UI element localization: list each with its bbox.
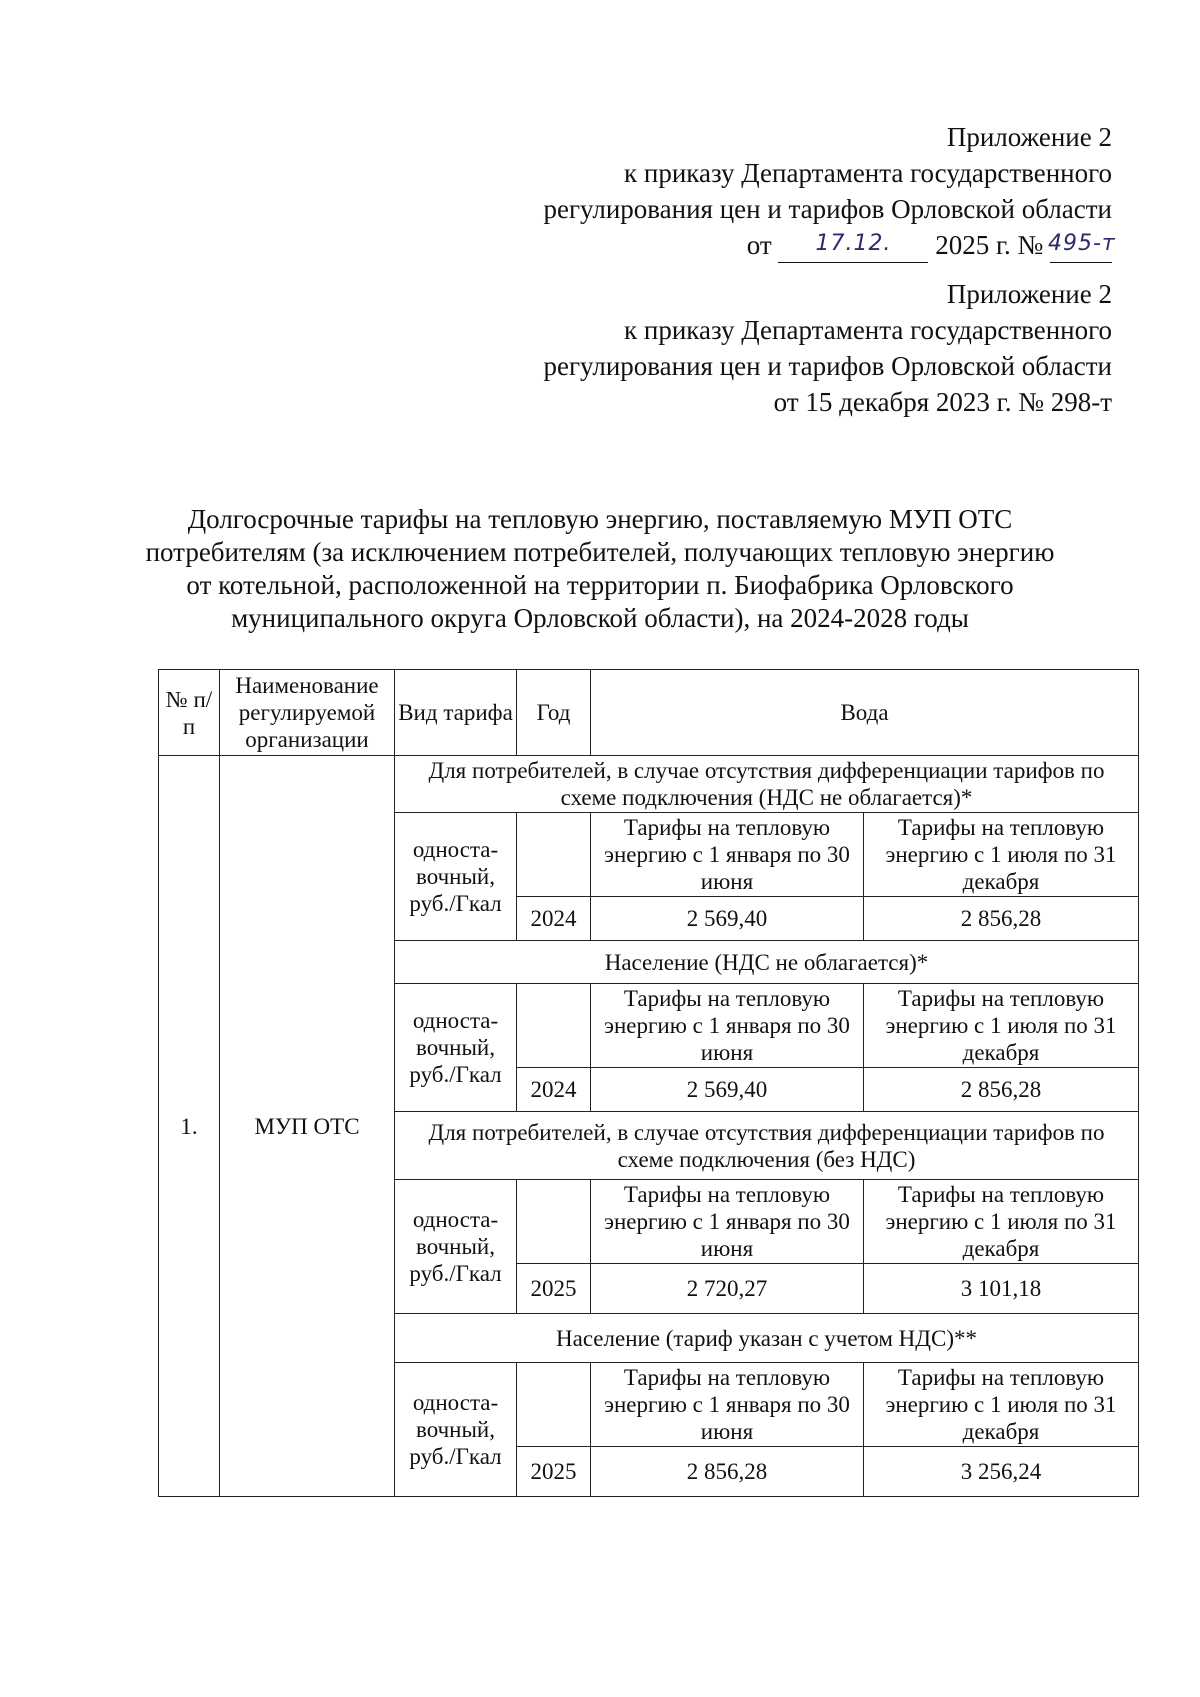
year-blank: [517, 813, 591, 897]
number-blank: [1048, 231, 1116, 263]
period-first-half: Тарифы на тепловую энергию с 1 января по 30 июня: [591, 1180, 864, 1264]
department-name: регулирования цен и тарифов Орловской области: [543, 194, 1112, 224]
tariff-table: [158, 669, 1139, 1497]
tariff-value-second-half: 2 856,28: [864, 897, 1139, 941]
tariff-type: односта-вочный, руб./Гкал: [395, 984, 517, 1112]
tariff-value-first-half: 2 569,40: [591, 1068, 864, 1112]
section-title: Для потребителей, в случае отсутствия дифференциации тарифов по схеме подключения (без НДС): [395, 1112, 1139, 1180]
year-value: 2024: [517, 1068, 591, 1112]
order-date: от 15 декабря 2023 г. № 298-т: [773, 387, 1112, 417]
section-title: Для потребителей, в случае отсутствия дифференциации тарифов по схеме подключения (НДС не облагается)*: [395, 756, 1139, 813]
tariff-value-first-half: 2 720,27: [591, 1264, 864, 1314]
period-second-half: Тарифы на тепловую энергию с 1 июля по 31 декабря: [864, 1363, 1139, 1447]
tariff-type: односта-вочный, руб./Гкал: [395, 1180, 517, 1314]
appendix-header-previous: [543, 276, 1112, 420]
year-value: 2025: [517, 1264, 591, 1314]
order-reference: к приказу Департамента государственного: [624, 315, 1112, 345]
appendix-label: Приложение 2: [946, 279, 1112, 309]
section-title: Население (НДС не облагается)*: [395, 941, 1139, 984]
tariff-type: односта-вочный, руб./Гкал: [395, 1363, 517, 1497]
document-title: Долгосрочные тарифы на тепловую энергию, поставляемую МУП ОТС потребителям (за исключением потребителей, получающих тепловую энергию от котельной, расположенной на территории п. Биофабрика Орловского муниципального округа Орловской области), на 2024-2028 годы: [145, 504, 1055, 633]
header-water: Вода: [591, 670, 1139, 756]
handwritten-number: 495-т: [1048, 231, 1116, 256]
year-value: 2024: [517, 897, 591, 941]
tariff-value-first-half: 2 856,28: [591, 1447, 864, 1497]
period-second-half: Тарифы на тепловую энергию с 1 июля по 31 декабря: [864, 813, 1139, 897]
tariff-value-second-half: 2 856,28: [864, 1068, 1139, 1112]
order-reference: к приказу Департамента государственного: [624, 158, 1112, 188]
handwritten-date: 17.12.: [815, 231, 892, 256]
tariff-type: односта-вочный, руб./Гкал: [395, 813, 517, 941]
table-header-row: [159, 670, 1139, 756]
appendix-header-current: [543, 119, 1116, 263]
header-num: № п/п: [159, 670, 220, 756]
header-org: Наименование регулируемой организации: [220, 670, 395, 756]
tariff-value-first-half: 2 569,40: [591, 897, 864, 941]
year-blank: [517, 1180, 591, 1264]
header-year: Год: [517, 670, 591, 756]
period-first-half: Тарифы на тепловую энергию с 1 января по 30 июня: [591, 1363, 864, 1447]
row-number: 1.: [159, 756, 220, 1497]
section-title-row: [159, 756, 1139, 813]
period-first-half: Тарифы на тепловую энергию с 1 января по 30 июня: [591, 813, 864, 897]
tariff-value-second-half: 3 256,24: [864, 1447, 1139, 1497]
year-value: 2025: [517, 1447, 591, 1497]
section-title: Население (тариф указан с учетом НДС)**: [395, 1314, 1139, 1363]
period-second-half: Тарифы на тепловую энергию с 1 июля по 31 декабря: [864, 1180, 1139, 1264]
order-date-line: от 17.12. 2025 г. № 495-т: [543, 227, 1112, 263]
year-blank: [517, 984, 591, 1068]
year-blank: [517, 1363, 591, 1447]
period-first-half: Тарифы на тепловую энергию с 1 января по 30 июня: [591, 984, 864, 1068]
period-second-half: Тарифы на тепловую энергию с 1 июля по 31 декабря: [864, 984, 1139, 1068]
appendix-label: Приложение 2: [946, 122, 1112, 152]
department-name: регулирования цен и тарифов Орловской области: [543, 351, 1112, 381]
tariff-value-second-half: 3 101,18: [864, 1264, 1139, 1314]
header-type: Вид тарифа: [395, 670, 517, 756]
date-blank: [778, 232, 928, 263]
organization-name: МУП ОТС: [220, 756, 395, 1497]
